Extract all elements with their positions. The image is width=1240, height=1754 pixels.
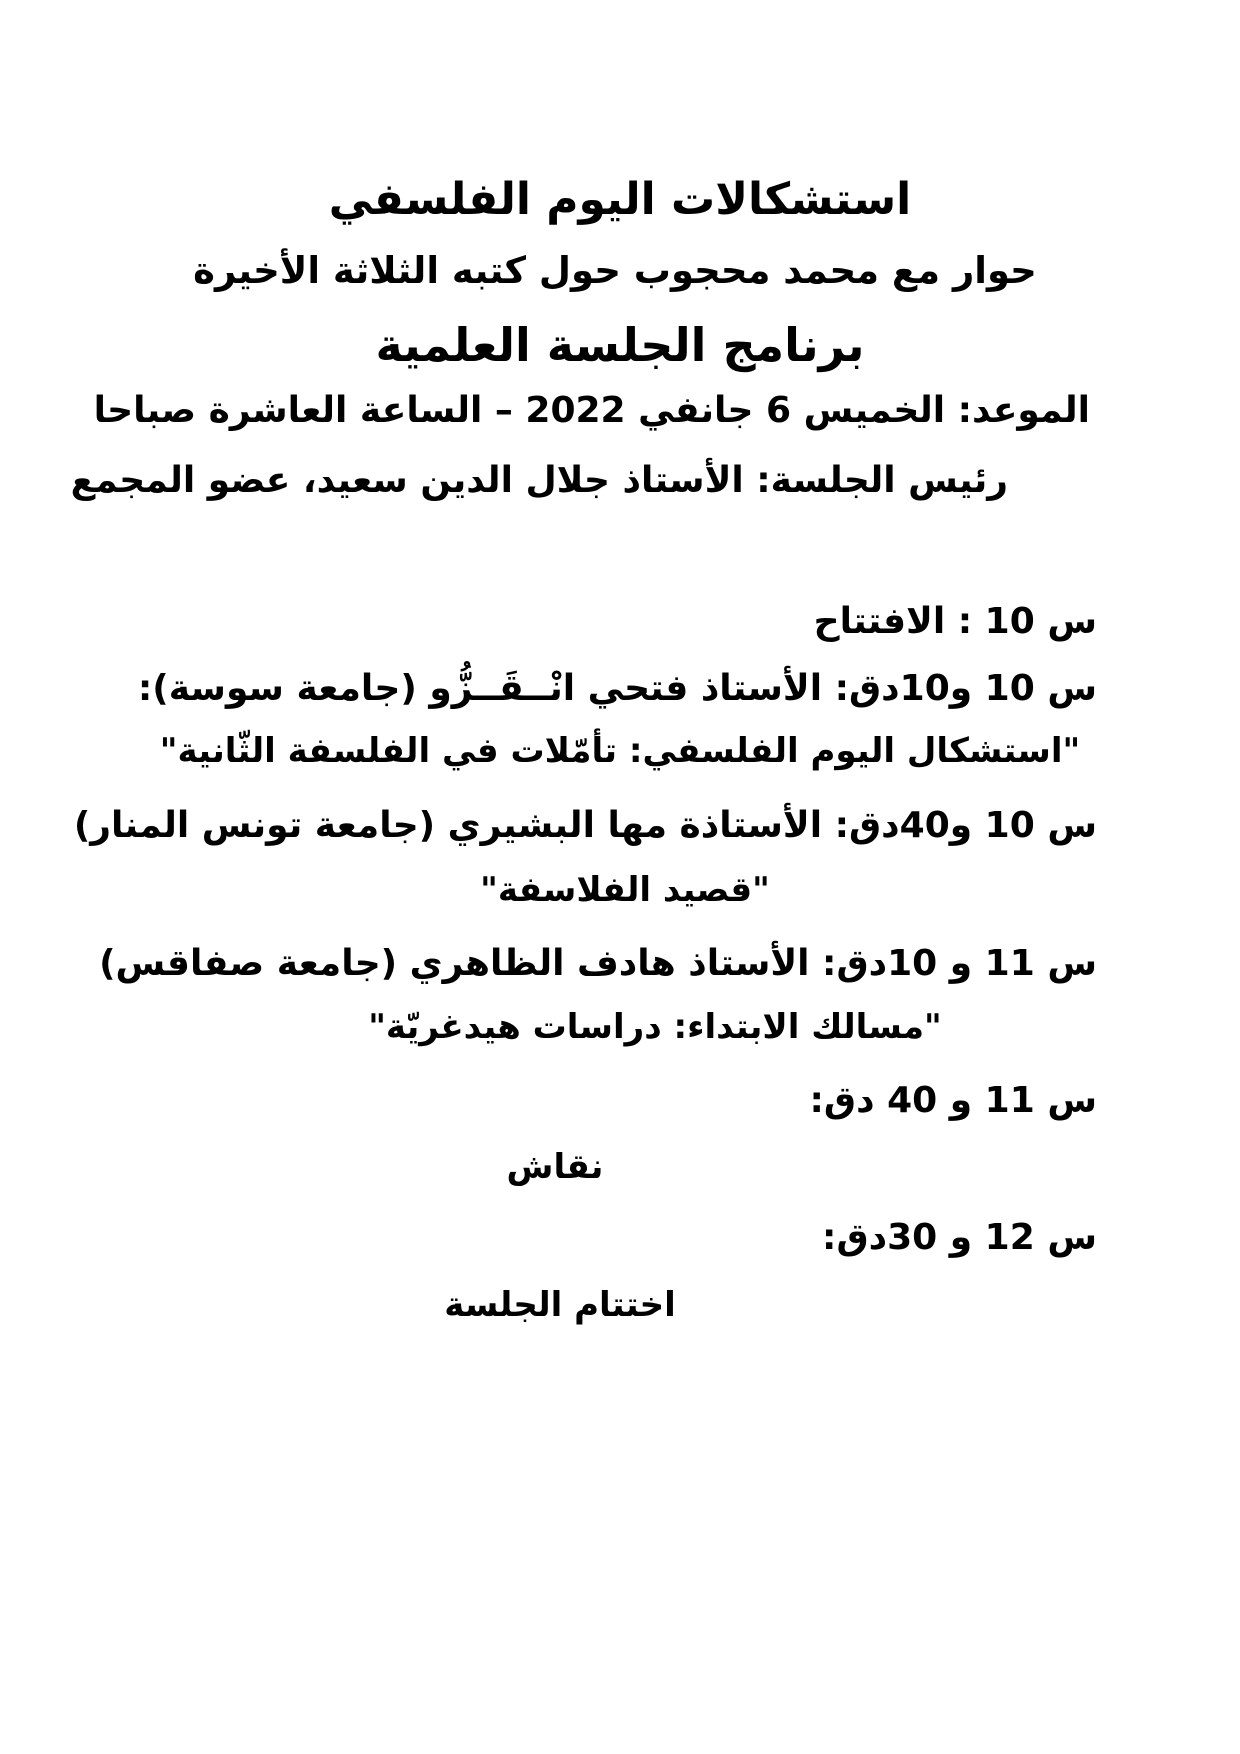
schedule-item-talk-1: س 10 و10دق: الأستاذ فتحي انْــقَــزُّو (جامعة سوسة): [137, 668, 1097, 709]
schedule-item-talk-2: س 10 و40دق: الأستاذة مها البشيري (جامعة تونس المنار) [73, 805, 1097, 846]
document-title: استشكالات اليوم الفلسفي [328, 174, 912, 225]
schedule-item-talk-1-title: "استشكال اليوم الفلسفي: تأمّلات في الفلسفة الثّانية" [159, 731, 1081, 771]
schedule-item-talk-3: س 11 و 10دق: الأستاذ هادف الظاهري (جامعة صفاقس) [99, 943, 1097, 984]
document-subtitle: حوار مع محمد محجوب حول كتبه الثلاثة الأخيرة [193, 249, 1037, 292]
schedule-item-closing: اختتام الجلسة [444, 1285, 676, 1325]
program-title: برنامج الجلسة العلمية [375, 318, 865, 372]
schedule-item-talk-3-title: "مسالك الابتداء: دراسات هيدغريّة" [368, 1007, 942, 1047]
session-chair-line: رئيس الجلسة: الأستاذ جلال الدين سعيد، عضو المجمع [70, 460, 1008, 501]
appointment-line: الموعد: الخميس 6 جانفي 2022 – الساعة العاشرة صباحا [93, 390, 1090, 431]
schedule-item-closing-time: س 12 و 30دق: [822, 1217, 1097, 1258]
schedule-item-discussion: نقاش [506, 1147, 604, 1187]
schedule-item-talk-2-title: "قصيد الفلاسفة" [480, 870, 770, 910]
schedule-item-opening: س 10 : الافتتاح [813, 601, 1097, 642]
schedule-item-discussion-time: س 11 و 40 دق: [809, 1080, 1097, 1121]
